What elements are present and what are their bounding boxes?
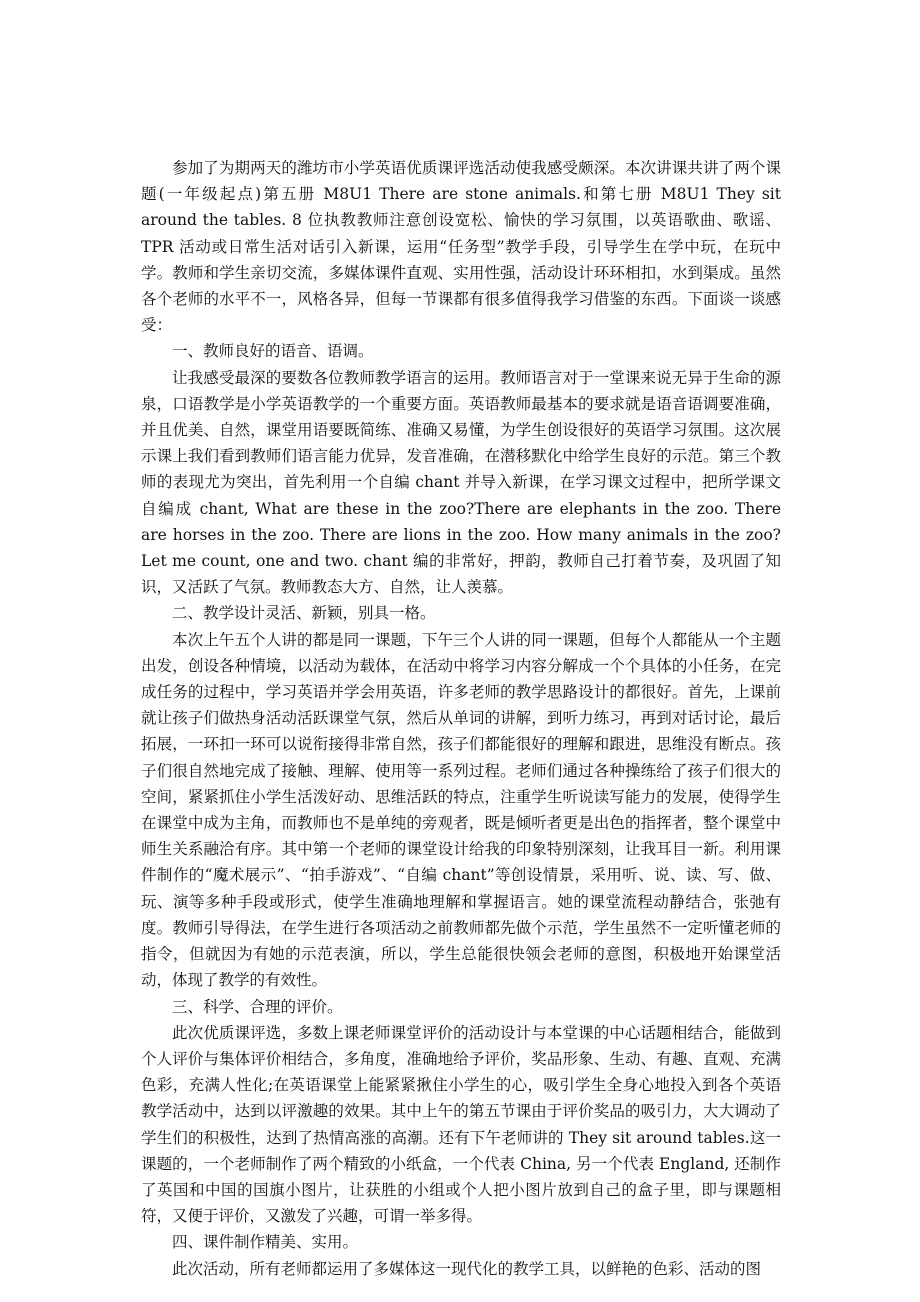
document-body <box>141 155 781 1282</box>
paragraph-section-1: 让我感受最深的要数各位教师教学语言的运用。教师语言对于一堂课来说无异于生命的源泉，口语教学是小学英语教学的一个重要方面。英语教师最基本的要求就是语音语调要准确，并且优美、自然，课堂用语要既简练、准确又易懂，为学生创设很好的英语学习氛围。这次展示课上我们看到教师们语言能力优异，发音准确，在潜移默化中给学生良好的示范。第三个教师的表现尤为突出，首先利用一个自编 chant 并导入新课，在学习课文过程中，把所学课文自编成 chant, What are these in the zoo?There are elephants in the zoo. There are horses in the zoo. There are lions in the zoo. How many animals in the zoo? Let me count, one and two. chant 编的非常好，押韵，教师自己打着节奏，及巩固了知识，又活跃了气氛。教师教态大方、自然，让人羡慕。 <box>141 368 781 597</box>
section-heading-2: 二、教学设计灵活、新颖，别具一格。 <box>172 604 436 623</box>
paragraph-section-2: 本次上午五个人讲的都是同一课题，下午三个人讲的同一课题，但每个人都能从一个主题出发，创设各种情境，以活动为载体，在活动中将学习内容分解成一个个具体的小任务，在完成任务的过程中，学习英语并学会用英语，许多老师的教学思路设计的都很好。首先，上课前就让孩子们做热身活动活跃课堂气氛，然后从单词的讲解，到听力练习，再到对话讨论，最后拓展，一环扣一环可以说衔接得非常自然，孩子们都能很好的理解和跟进，思维没有断点。孩子们很自然地完成了接触、理解、使用等一系列过程。老师们通过各种操练给了孩子们很大的空间，紧紧抓住小学生活泼好动、思维活跃的特点，注重学生听说读写能力的发展，使得学生在课堂中成为主角，而教师也不是单纯的旁观者，既是倾听者更是出色的指挥者，整个课堂中师生关系融洽有序。其中第一个老师的课堂设计给我的印象特别深刻，让我耳目一新。利用课件制作的“魔术展示”、“拍手游戏”、“自编 chant”等创设情景，采用听、说、读、写、做、玩、演等多种手段或形式，使学生准确地理解和掌握语言。她的课堂流程动静结合，张弛有度。教师引导得法，在学生进行各项活动之前教师都先做个示范，学生虽然不一定听懂老师的指令，但就因为有她的示范表演，所以，学生总能很快领会老师的意图，积极地开始课堂活动，体现了教学的有效性。 <box>141 630 781 990</box>
section-heading-1: 一、教师良好的语音、语调。 <box>172 342 374 361</box>
paragraph-section-3: 此次优质课评选，多数上课老师课堂评价的活动设计与本堂课的中心话题相结合，能做到个人评价与集体评价相结合，多角度，准确地给予评价，奖品形象、生动、有趣、直观、充满色彩，充满人性化;在英语课堂上能紧紧揪住小学生的心，吸引学生全身心地投入到各个英语教学活动中，达到以评激趣的效果。其中上午的第五节课由于评价奖品的吸引力，大大调动了学生们的积极性，达到了热情高涨的高潮。还有下午老师讲的 They sit around tables.这一课题的，一个老师制作了两个精致的小纸盒，一个代表 China, 另一个代表 England, 还制作了英国和中国的国旗小图片，让获胜的小组或个人把小图片放到自己的盒子里，即与课题相符，又便于评价，又激发了兴趣，可谓一举多得。 <box>141 1023 781 1226</box>
section-heading-4: 四、课件制作精美、实用。 <box>172 1233 359 1252</box>
paragraph-section-4: 此次活动，所有老师都运用了多媒体这一现代化的教学工具，以鲜艳的色彩、活动的图 <box>172 1259 762 1278</box>
paragraph-intro: 参加了为期两天的潍坊市小学英语优质课评选活动使我感受颇深。本次讲课共讲了两个课题(一年级起点)第五册 M8U1 There are stone animals.和第七册 M8U1 They sit around the tables. 8 位执教教师注意创设宽松、愉快的学习氛围，以英语歌曲、歌谣、TPR 活动或日常生活对话引入新课，运用“任务型”教学手段，引导学生在学中玩，在玩中学。教师和学生亲切交流，多媒体课件直观、实用性强，活动设计环环相扣，水到渠成。虽然各个老师的水平不一，风格各异，但每一节课都有很多值得我学习借鉴的东西。下面谈一谈感受： <box>141 159 781 335</box>
section-heading-3: 三、科学、合理的评价。 <box>172 997 343 1016</box>
